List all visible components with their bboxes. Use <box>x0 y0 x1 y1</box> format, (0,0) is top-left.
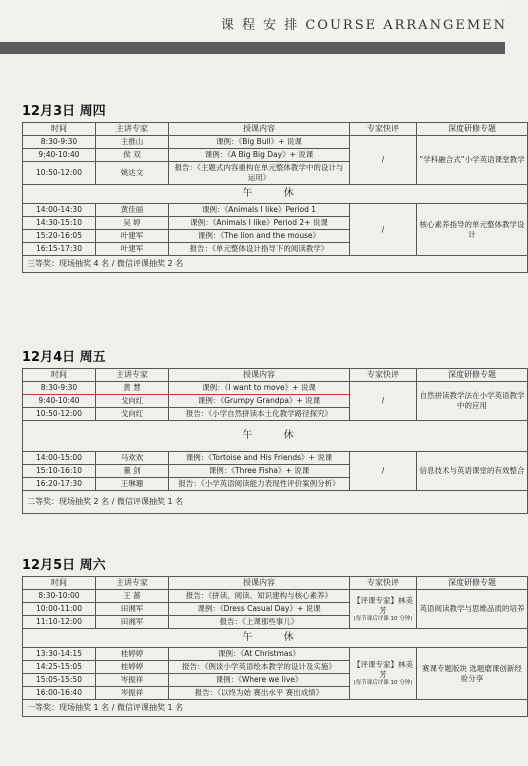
content-cell: 课例：《Tortoise and His Friends》+ 说课 <box>169 452 350 465</box>
content-cell: 课例：《Big Bull》+ 说课 <box>169 136 350 149</box>
day-schedule <box>22 122 525 273</box>
time-cell: 8:30-9:30 <box>23 382 96 395</box>
schedule-table <box>22 122 528 273</box>
speaker-cell: 桂婷婷 <box>96 661 169 674</box>
topic-cell: 核心素养指导的单元整体教学设计 <box>417 204 528 256</box>
content-cell: 课例：《Animals I like》Period 1 <box>169 204 350 217</box>
speaker-cell: 戈向红 <box>96 408 169 421</box>
table-row <box>23 452 528 465</box>
time-cell: 8:30-10:00 <box>23 590 96 603</box>
time-cell: 10:50-12:00 <box>23 408 96 421</box>
review-cell: / <box>350 382 417 421</box>
prize-row <box>23 256 528 273</box>
time-cell: 11:10-12:00 <box>23 616 96 629</box>
column-header: 主讲专家 <box>96 123 169 136</box>
time-cell: 15:05-15:50 <box>23 674 96 687</box>
day-title: 12月3日 周四 <box>22 104 106 119</box>
column-header: 授课内容 <box>169 369 350 382</box>
table-header-row <box>23 369 528 382</box>
speaker-cell: 吴 婷 <box>96 217 169 230</box>
content-cell: 课例：《A Big Big Day》+ 说课 <box>169 149 350 162</box>
content-cell: 课例：《Dress Casual Day》+ 说课 <box>169 603 350 616</box>
page-header <box>0 0 505 40</box>
review-expert-label: 【评课专家】林美芳 <box>353 595 413 615</box>
topic-cell: “学科融合式”小学英语课堂教学 <box>417 136 528 185</box>
time-cell: 8:30-9:30 <box>23 136 96 149</box>
review-note: (每节课后评课 10 分钟) <box>353 680 413 686</box>
table-row <box>23 136 528 149</box>
topic-cell: 信息技术与英语课堂的有效整合 <box>417 452 528 491</box>
time-cell: 16:20-17:30 <box>23 478 96 491</box>
speaker-cell: 桂婷婷 <box>96 648 169 661</box>
content-cell: 报告：《主题式内容重构在单元整体教学中的设计与运用》 <box>169 162 350 185</box>
lunch-break-row <box>23 185 528 204</box>
lunch-break-label: 午 休 <box>23 185 528 204</box>
prize-text: 一等奖：现场抽奖 1 名 / 微信评课抽奖 1 名 <box>23 700 528 717</box>
time-cell: 15:10-16:10 <box>23 465 96 478</box>
time-cell: 16:00-16:40 <box>23 687 96 700</box>
content-cell: 报告：《以终为始 赛出水平 赛出成绩》 <box>169 687 350 700</box>
review-cell <box>350 590 417 629</box>
review-cell: / <box>350 452 417 491</box>
prize-row <box>23 700 528 717</box>
column-header: 时间 <box>23 123 96 136</box>
column-header: 深度研修专题 <box>417 369 528 382</box>
content-cell: 课例：《Grumpy Grandpa》+ 说课 <box>169 395 350 408</box>
table-row <box>23 204 528 217</box>
review-expert-label: 【评课专家】林美芳 <box>353 660 413 679</box>
lunch-break-row <box>23 629 528 648</box>
speaker-cell: 侯 双 <box>96 149 169 162</box>
lunch-break-label: 午 休 <box>23 629 528 648</box>
time-cell: 13:30-14:15 <box>23 648 96 661</box>
column-header: 授课内容 <box>169 123 350 136</box>
speaker-cell: 叶建军 <box>96 230 169 243</box>
schedule-table <box>22 576 528 717</box>
topic-cell: 赛课专题版块 选题磨课创新经验分享 <box>417 648 528 700</box>
time-cell: 10:00-11:00 <box>23 603 96 616</box>
content-cell: 报告：《小学英语阅读能力表现性评价案例分析》 <box>169 478 350 491</box>
speaker-cell: 岑振祥 <box>96 687 169 700</box>
speaker-cell: 黄佳丽 <box>96 204 169 217</box>
table-row <box>23 590 528 603</box>
column-header: 专家快评 <box>350 369 417 382</box>
speaker-cell: 戈向红 <box>96 395 169 408</box>
speaker-cell: 董 剑 <box>96 465 169 478</box>
page-header-title: 课 程 安 排 COURSE ARRANGEMEN <box>220 18 507 33</box>
speaker-cell: 田湘军 <box>96 616 169 629</box>
prize-text: 二等奖：现场抽奖 2 名 / 微信评课抽奖 1 名 <box>23 491 528 514</box>
content-cell: 课例：《Animals I like》Period 2+ 说课 <box>169 217 350 230</box>
column-header: 深度研修专题 <box>417 577 528 590</box>
content-cell: 课例：《Where we live》 <box>169 674 350 687</box>
content-cell: 课例：《I want to move》+ 说课 <box>169 382 350 395</box>
content-cell: 报告：《上课那些事儿》 <box>169 616 350 629</box>
speaker-cell: 马欢欢 <box>96 452 169 465</box>
time-cell: 10:50-12:00 <box>23 162 96 185</box>
time-cell: 14:00-14:30 <box>23 204 96 217</box>
content-cell: 课例：《Three Fisha》+ 说课 <box>169 465 350 478</box>
time-cell: 14:00-15:00 <box>23 452 96 465</box>
speaker-cell: 王琳珊 <box>96 478 169 491</box>
column-header: 时间 <box>23 369 96 382</box>
time-cell: 15:20-16:05 <box>23 230 96 243</box>
topic-cell: 自然拼读教学法在小学英语教学中的应用 <box>417 382 528 421</box>
content-cell: 课例：《The lion and the mouse》 <box>169 230 350 243</box>
time-cell: 9:40-10:40 <box>23 149 96 162</box>
speaker-cell: 主推山 <box>96 136 169 149</box>
speaker-cell: 岑振祥 <box>96 674 169 687</box>
day-title: 12月5日 周六 <box>22 558 106 573</box>
time-cell: 16:15-17:30 <box>23 243 96 256</box>
content-cell: 报告：《小学自然拼读本土化教学路径探究》 <box>169 408 350 421</box>
column-header: 主讲专家 <box>96 577 169 590</box>
prize-row <box>23 491 528 514</box>
review-cell <box>350 648 417 700</box>
speaker-cell: 叶建军 <box>96 243 169 256</box>
content-cell: 报告：《例谈小学英语绘本教学的设计及实施》 <box>169 661 350 674</box>
column-header: 专家快评 <box>350 123 417 136</box>
review-cell: / <box>350 204 417 256</box>
content-cell: 报告：《拼读、阅读、知识建构与核心素养》 <box>169 590 350 603</box>
table-header-row <box>23 123 528 136</box>
day-schedule <box>22 368 525 514</box>
speaker-cell: 王 蔷 <box>96 590 169 603</box>
review-cell: / <box>350 136 417 185</box>
review-note: (每节课后评课 10 分钟) <box>353 615 413 622</box>
table-row <box>23 648 528 661</box>
content-cell: 课例：《At Christmas》 <box>169 648 350 661</box>
time-cell: 9:40-10:40 <box>23 395 96 408</box>
content-cell: 报告：《单元整体设计指导下的阅读教学》 <box>169 243 350 256</box>
column-header: 深度研修专题 <box>417 123 528 136</box>
column-header: 主讲专家 <box>96 369 169 382</box>
speaker-cell: 黄 慧 <box>96 382 169 395</box>
schedule-table <box>22 368 528 514</box>
table-header-row <box>23 577 528 590</box>
column-header: 专家快评 <box>350 577 417 590</box>
prize-text: 三等奖：现场抽奖 4 名 / 微信评课抽奖 2 名 <box>23 256 528 273</box>
header-divider-bar <box>0 42 505 54</box>
day-schedule <box>22 576 525 717</box>
lunch-break-label: 午 休 <box>23 421 528 452</box>
table-row <box>23 382 528 395</box>
day-title: 12月4日 周五 <box>22 350 106 365</box>
time-cell: 14:30-15:10 <box>23 217 96 230</box>
lunch-break-row <box>23 421 528 452</box>
time-cell: 14:25-15:05 <box>23 661 96 674</box>
column-header: 时间 <box>23 577 96 590</box>
column-header: 授课内容 <box>169 577 350 590</box>
speaker-cell: 姚达文 <box>96 162 169 185</box>
speaker-cell: 田湘军 <box>96 603 169 616</box>
topic-cell: 英语阅读教学与思维品质的培养 <box>417 590 528 629</box>
